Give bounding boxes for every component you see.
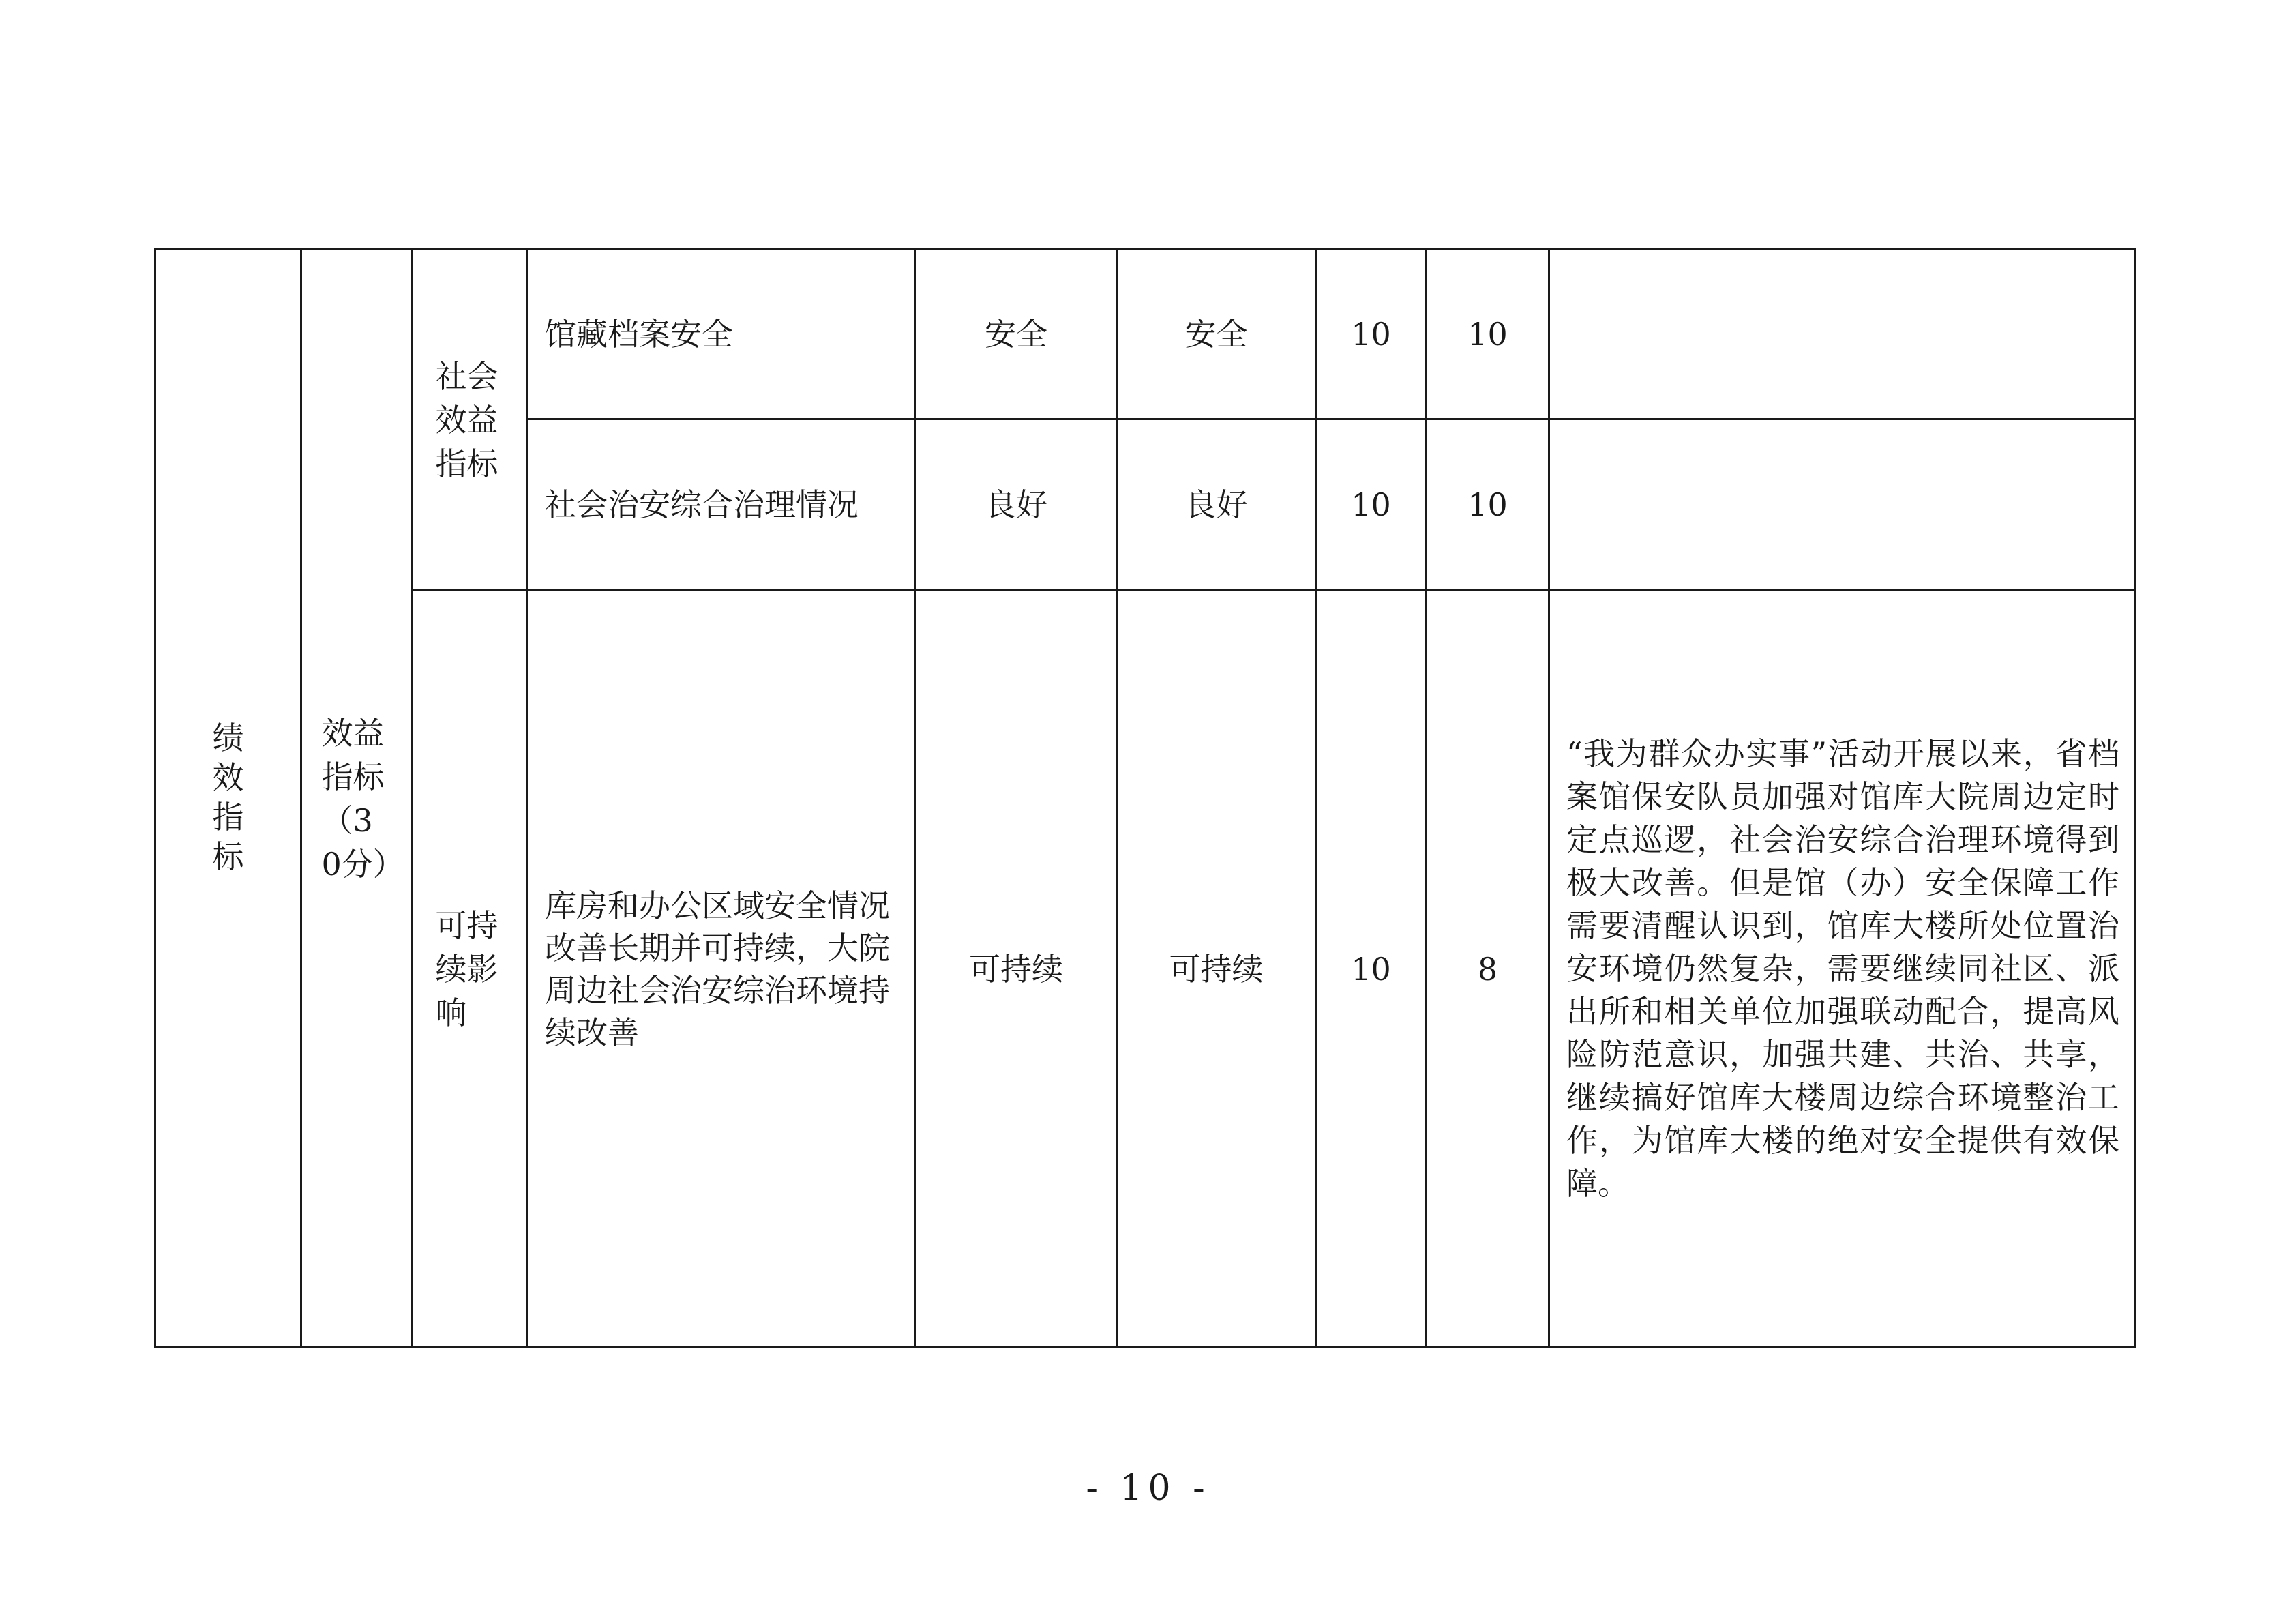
actual-cell: 良好 [1117, 419, 1316, 591]
indicator-cell [528, 250, 916, 419]
category-l2-cell [301, 250, 412, 1348]
remark-text: “我为群众办实事”活动开展以来，省档案馆保安队员加强对馆库大院周边定时定点巡逻，社会治安综合治理环境得到极大改善。但是馆（办）安全保障工作需要清醒认识到，馆库大楼所处位置治安环境仍然复杂，需要继续同社区、派出所和相关单位加强联动配合，提高风险防范意识，加强共建、共治、共享，继续搞好馆库大楼周边综合环境整治工作，为馆库大楼的绝对安全提供有效保障。 [1566, 735, 2119, 1202]
score-cell: 8 [1427, 591, 1549, 1348]
performance-table [154, 248, 2136, 1348]
remark-cell [1549, 250, 2136, 419]
target-cell: 安全 [916, 250, 1117, 419]
table-row [155, 591, 2136, 1348]
indicator-cell [528, 419, 916, 591]
remark-cell [1549, 419, 2136, 591]
actual-cell: 可持续 [1117, 591, 1316, 1348]
weight-cell: 10 [1316, 591, 1427, 1348]
indicator-text: 社会治安综合治理情况 [545, 486, 859, 523]
score-cell: 10 [1427, 250, 1549, 419]
target-cell: 良好 [916, 419, 1117, 591]
group-social-label: 社会效益指标 [435, 357, 498, 482]
remark-cell [1549, 591, 2136, 1348]
weight-cell: 10 [1316, 250, 1427, 419]
actual-cell: 安全 [1117, 250, 1316, 419]
category-l1-label: 绩效指标 [212, 720, 244, 875]
indicator-text: 馆藏档案安全 [545, 316, 733, 353]
group-sustain-label: 可持续影响 [435, 906, 498, 1031]
indicator-text: 库房和办公区域安全情况改善长期并可持续，大院周边社会治安综治环境持续改善 [545, 887, 890, 1051]
category-l1-cell [155, 250, 301, 1348]
group-social-cell [412, 250, 528, 591]
page-number: - 10 - [1086, 1468, 1210, 1509]
target-cell: 可持续 [916, 591, 1117, 1348]
weight-cell: 10 [1316, 419, 1427, 591]
group-sustain-cell [412, 591, 528, 1348]
score-cell: 10 [1427, 419, 1549, 591]
category-l2-label: 效益指标（30分） [321, 714, 404, 883]
indicator-cell [528, 591, 916, 1348]
table-row [155, 250, 2136, 419]
